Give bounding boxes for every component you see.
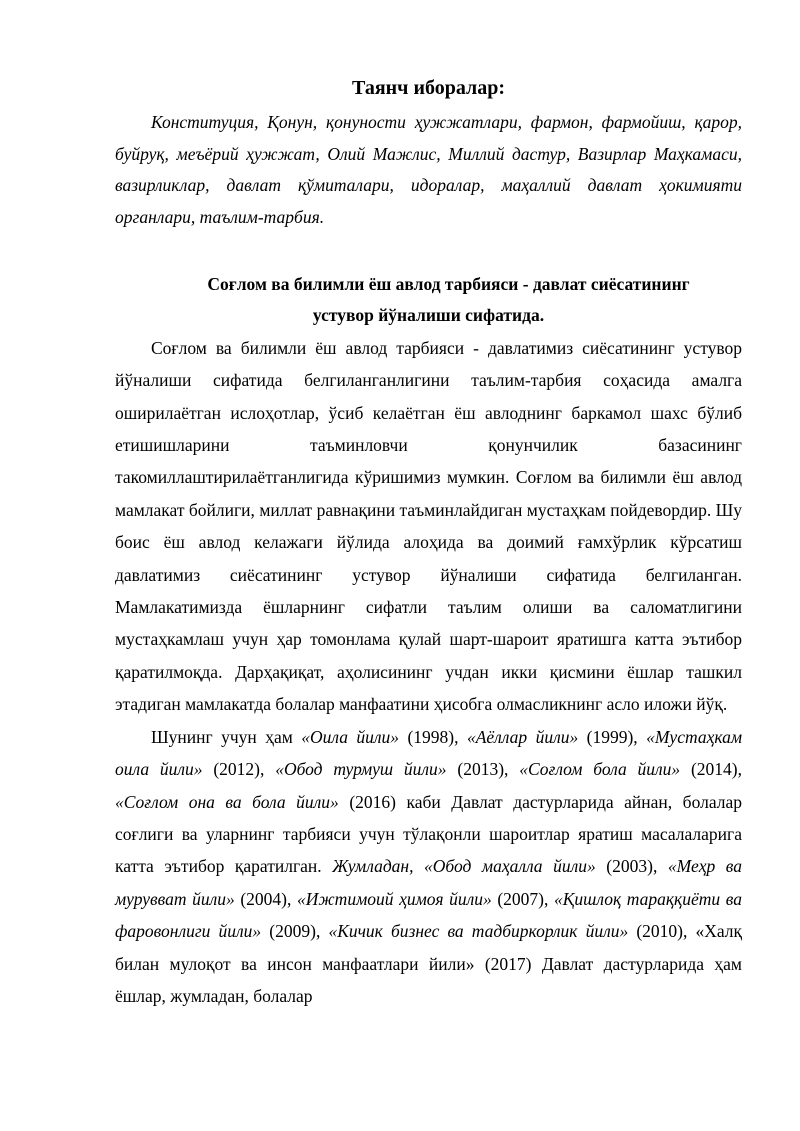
text-run: (2014), [680, 759, 743, 780]
program-name: «Обод турмуш йили» [275, 759, 447, 780]
text-run: (1999), [578, 726, 647, 747]
text-run: Шунинг учун ҳам [151, 726, 302, 747]
keywords-paragraph: Конституция, Қонун, қонуности ҳужжатлари, фармон, фармойиш, қарор, буйруқ, меъёрий ҳужжат, Олий Мажлис, Миллий дастур, Вазирлар Маҳкамаси, вазирликлар, давлат қўмиталари, идоралар, маҳаллий давлат ҳокимияти органлари, таълим-тарбия. [115, 112, 742, 228]
program-name: «Мустаҳкам оила йили» [115, 726, 743, 780]
page-title: Таянч иборалар: [351, 77, 506, 99]
section-title [115, 269, 742, 332]
body-paragraph-1: Соғлом ва билимли ёш авлод тарбияси - давлатимиз сиёсатининг устувор йўналиши сифатида белгиланганлигини таълим-тарбия соҳасида амалга оширилаётган ислоҳотлар, ўсиб келаётган ёш авлоднинг баркамол шахс бўлиб етишишларини таъминловчи қонунчилик базасининг такомиллаштирилаётганлигида кўришимиз мумкин. Соғлом ва билимли ёш авлод мамлакат бойлиги, миллат равнақини таъминлайдиган мустаҳкам пойдевордир. Шу боис ёш авлод келажаги йўлида алоҳида ва доимий ғамхўрлик кўрсатиш давлатимиз сиёсатининг устувор йўналиши сифатида белгиланган. Мамлакатимизда ёшларнинг сифатли таълим олиши ва саломатлигини мустаҳкамлаш учун ҳар томонлама қулай шарт-шароит яратишга катта эътибор қаратилмоқда. Дарҳақиқат, аҳолисининг учдан икки қисмини ёшлар ташкил этадиган мамлакатда болалар манфаатини ҳисобга олмасликнинг асло иложи йўқ. [115, 337, 742, 715]
program-name: «Аёллар йили» [466, 726, 579, 747]
text-run: (2012), [202, 759, 276, 780]
text-run: (2016) каби Давлат дастурларида айнан, болалар соғлиги ва уларнинг тарбияси учун тўлақонли шароитлар яратиш масалаларига катта эътибор қаратилган. [115, 791, 742, 877]
text-run: (2007), [491, 888, 555, 909]
program-name: «Кичик бизнес ва тадбиркорлик йили» [328, 921, 629, 942]
program-name: «Соғлом она ва бола йили» [115, 791, 339, 812]
text-run: (2003), [595, 856, 668, 877]
body-paragraph-2 [115, 721, 742, 1013]
text-run: (2004), [234, 888, 298, 909]
program-name: Жумладан, «Обод маҳалла йили» [332, 856, 596, 877]
program-name: «Соғлом бола йили» [519, 759, 681, 780]
text-run: (2009), [261, 921, 329, 942]
text-run: (2013), [446, 759, 520, 780]
program-name: «Қишлоқ тараққиёти ва фаровонлиги йили» [115, 888, 742, 942]
program-name: «Ижтимоий ҳимоя йили» [297, 888, 492, 909]
program-name: «Оила йили» [301, 726, 400, 747]
program-name: «Меҳр ва мурувват йили» [115, 856, 743, 909]
section-title-line-2: устувор йўналиши сифатида. [312, 305, 545, 326]
section-title-line-1: Соғлом ва билимли ёш авлод тарбияси - давлат сиёсатининг [207, 273, 690, 294]
text-run: (1998), [399, 726, 467, 747]
text-run: (2010), «Халқ билан мулоқот ва инсон манфаатлари йили» (2017) Давлат дастурларида ҳам ёшлар, жумладан, болалар [115, 921, 743, 1006]
